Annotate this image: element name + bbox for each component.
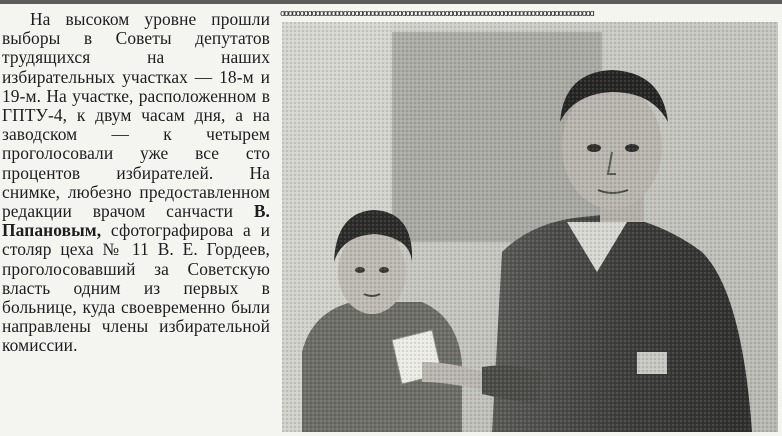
photo-block: [280, 8, 780, 432]
article-text-after-name: сфотографирова а и столяр цеха № 11 В. Е. Гордеев, проголосовавший за Советскую власть одним из первых в больнице, куда своевременно были направлены члены избирательной комиссии.: [2, 220, 271, 356]
page-top-rule: [0, 0, 782, 4]
article-paragraph: [2, 10, 270, 356]
photo-halftone-texture: [282, 22, 778, 432]
photo-decorative-border: ɑɑɑɑɑɑɑɑɑɑɑɑɑɑɑɑɑɑɑɑɑɑɑɑɑɑɑɑɑɑɑɑɑɑɑɑɑɑɑɑɑɑɑɑɑɑɑɑɑɑɑɑɑɑɑɑɑɑɑɑɑɑɑɑɑɑɑɑɑɑɑɑɑɑɑɑɑɑɑɑ: [280, 9, 594, 19]
news-photo-image: [282, 22, 778, 432]
article-text-before-name: На высоком уровне прошли выборы в Советы депутатов трудящихся на наших избирательных участках — 18-м и 19-м. На участке, расположенном в ГПТУ-4, к двум часам дня, а на заводском — к четырем проголосовали уже все сто процентов избирателей. На снимке, любезно предоставленном редакции врачом санчасти: [2, 9, 270, 222]
news-photo: [282, 22, 778, 432]
photographer-name: В. Папановым,: [2, 201, 270, 241]
article-text: [2, 10, 270, 356]
